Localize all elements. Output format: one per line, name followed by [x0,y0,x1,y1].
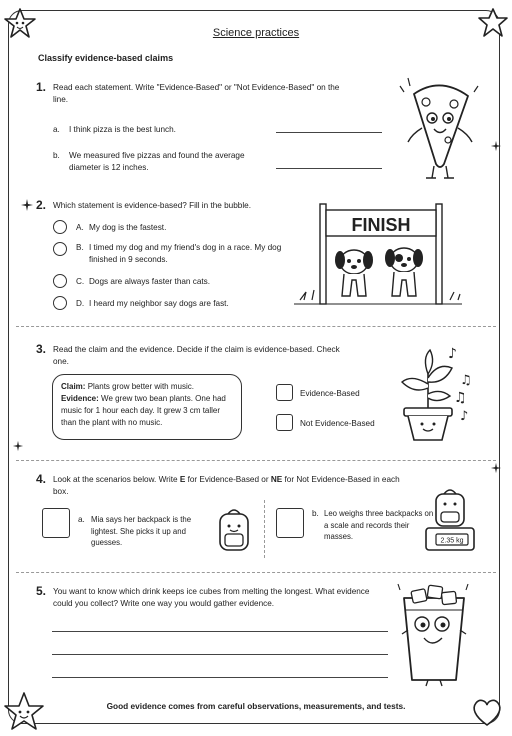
answer-box-a[interactable] [42,508,70,538]
question-number: 3. [36,342,47,356]
svg-text:♪: ♪ [460,409,469,424]
scale-reading: 2.35 kg [440,537,464,545]
page-title: Science practices [212,27,300,39]
option-text: Dogs are always faster than cats. [89,277,211,286]
question-prompt: Which statement is evidence-based? Fill in the bubble. [53,201,251,210]
question-prompt: You want to know which drink keeps ice cubes from melting the longest. What evidence could you collect? Write one way you would gather evidence. [53,587,370,608]
question-number: 2. [36,198,47,212]
option-letter: A. [76,223,84,232]
item-label: b. [53,151,60,160]
bubble-option-a[interactable] [53,220,67,234]
section-divider [16,572,496,573]
item-label: a. [53,125,60,134]
backpack-on-scale-icon [422,486,478,554]
backpack-icon [214,506,254,554]
claim-label: Claim: [61,382,86,391]
item-label: a. [78,515,85,524]
svg-text:♪: ♪ [448,346,457,362]
sparkle-icon [20,198,34,212]
potted-plant-music-icon [392,344,484,448]
scenario-divider [264,500,265,558]
option-text: My dog is the fastest. [89,223,167,232]
answer-line[interactable] [52,654,388,655]
choice-label: Evidence-Based [300,389,360,398]
option-text: I timed my dog and my friend's dog in a race. My dog finished in 9 seconds. [89,243,282,264]
sparkle-icon [490,140,502,152]
answer-line[interactable] [52,677,388,678]
sparkle-icon [490,462,502,474]
bubble-option-b[interactable] [53,242,67,256]
checkbox-evidence-based[interactable] [276,384,293,401]
section-divider [16,460,496,461]
answer-box-b[interactable] [276,508,304,538]
question-number: 5. [36,584,47,598]
svg-text:♫: ♫ [454,390,467,406]
question-prompt: Read the claim and the evidence. Decide if the claim is evidence-based. Check one. [53,345,340,366]
checkbox-not-evidence-based[interactable] [276,414,293,431]
finish-line-dogs-illustration [292,200,464,312]
svg-text:♫: ♫ [460,373,472,388]
finish-banner-text: FINISH [351,215,411,235]
evidence-label: Evidence: [61,394,99,403]
choice-label: Not Evidence-Based [300,419,375,428]
ice-drink-cup-icon [394,580,474,688]
statement-text: We measured five pizzas and found the average diameter is 12 inches. [69,151,245,172]
question-prompt: Look at the scenarios below. Write E for Evidence-Based or NE for Not Evidence-Based in each box. [53,475,400,496]
bubble-option-c[interactable] [53,274,67,288]
question-number: 1. [36,80,47,94]
evidence-text: We grew two bean plants. One had music for 1 hour each day. It grew 3 cm taller than the plant with no music. [61,394,226,427]
answer-line[interactable] [276,168,382,169]
scenario-text: Mia says her backpack is the lightest. She picks it up and guesses. [91,515,192,547]
question-number: 4. [36,472,47,486]
answer-line[interactable] [276,132,382,133]
sparkle-icon [12,440,24,452]
pizza-slice-icon [392,72,488,184]
option-letter: B. [76,243,84,252]
option-letter: D. [76,299,85,308]
item-label: b. [312,509,319,518]
claim-text: Plants grow better with music. [87,382,194,391]
footer-note: Good evidence comes from careful observations, measurements, and tests. [106,701,406,711]
option-letter: C. [76,277,85,286]
star-icon [2,690,46,734]
question-prompt: Read each statement. Write "Evidence-Based" or "Not Evidence-Based" on the line. [53,83,340,104]
answer-line[interactable] [52,631,388,632]
scenario-text: Leo weighs three backpacks on a scale and records their masses. [324,509,434,541]
page-subtitle: Classify evidence-based claims [38,53,174,63]
claim-evidence-box [52,374,242,440]
option-text: I heard my neighbor say dogs are fast. [89,299,229,308]
bubble-option-d[interactable] [53,296,67,310]
statement-text: I think pizza is the best lunch. [69,125,176,134]
section-divider [16,326,496,327]
